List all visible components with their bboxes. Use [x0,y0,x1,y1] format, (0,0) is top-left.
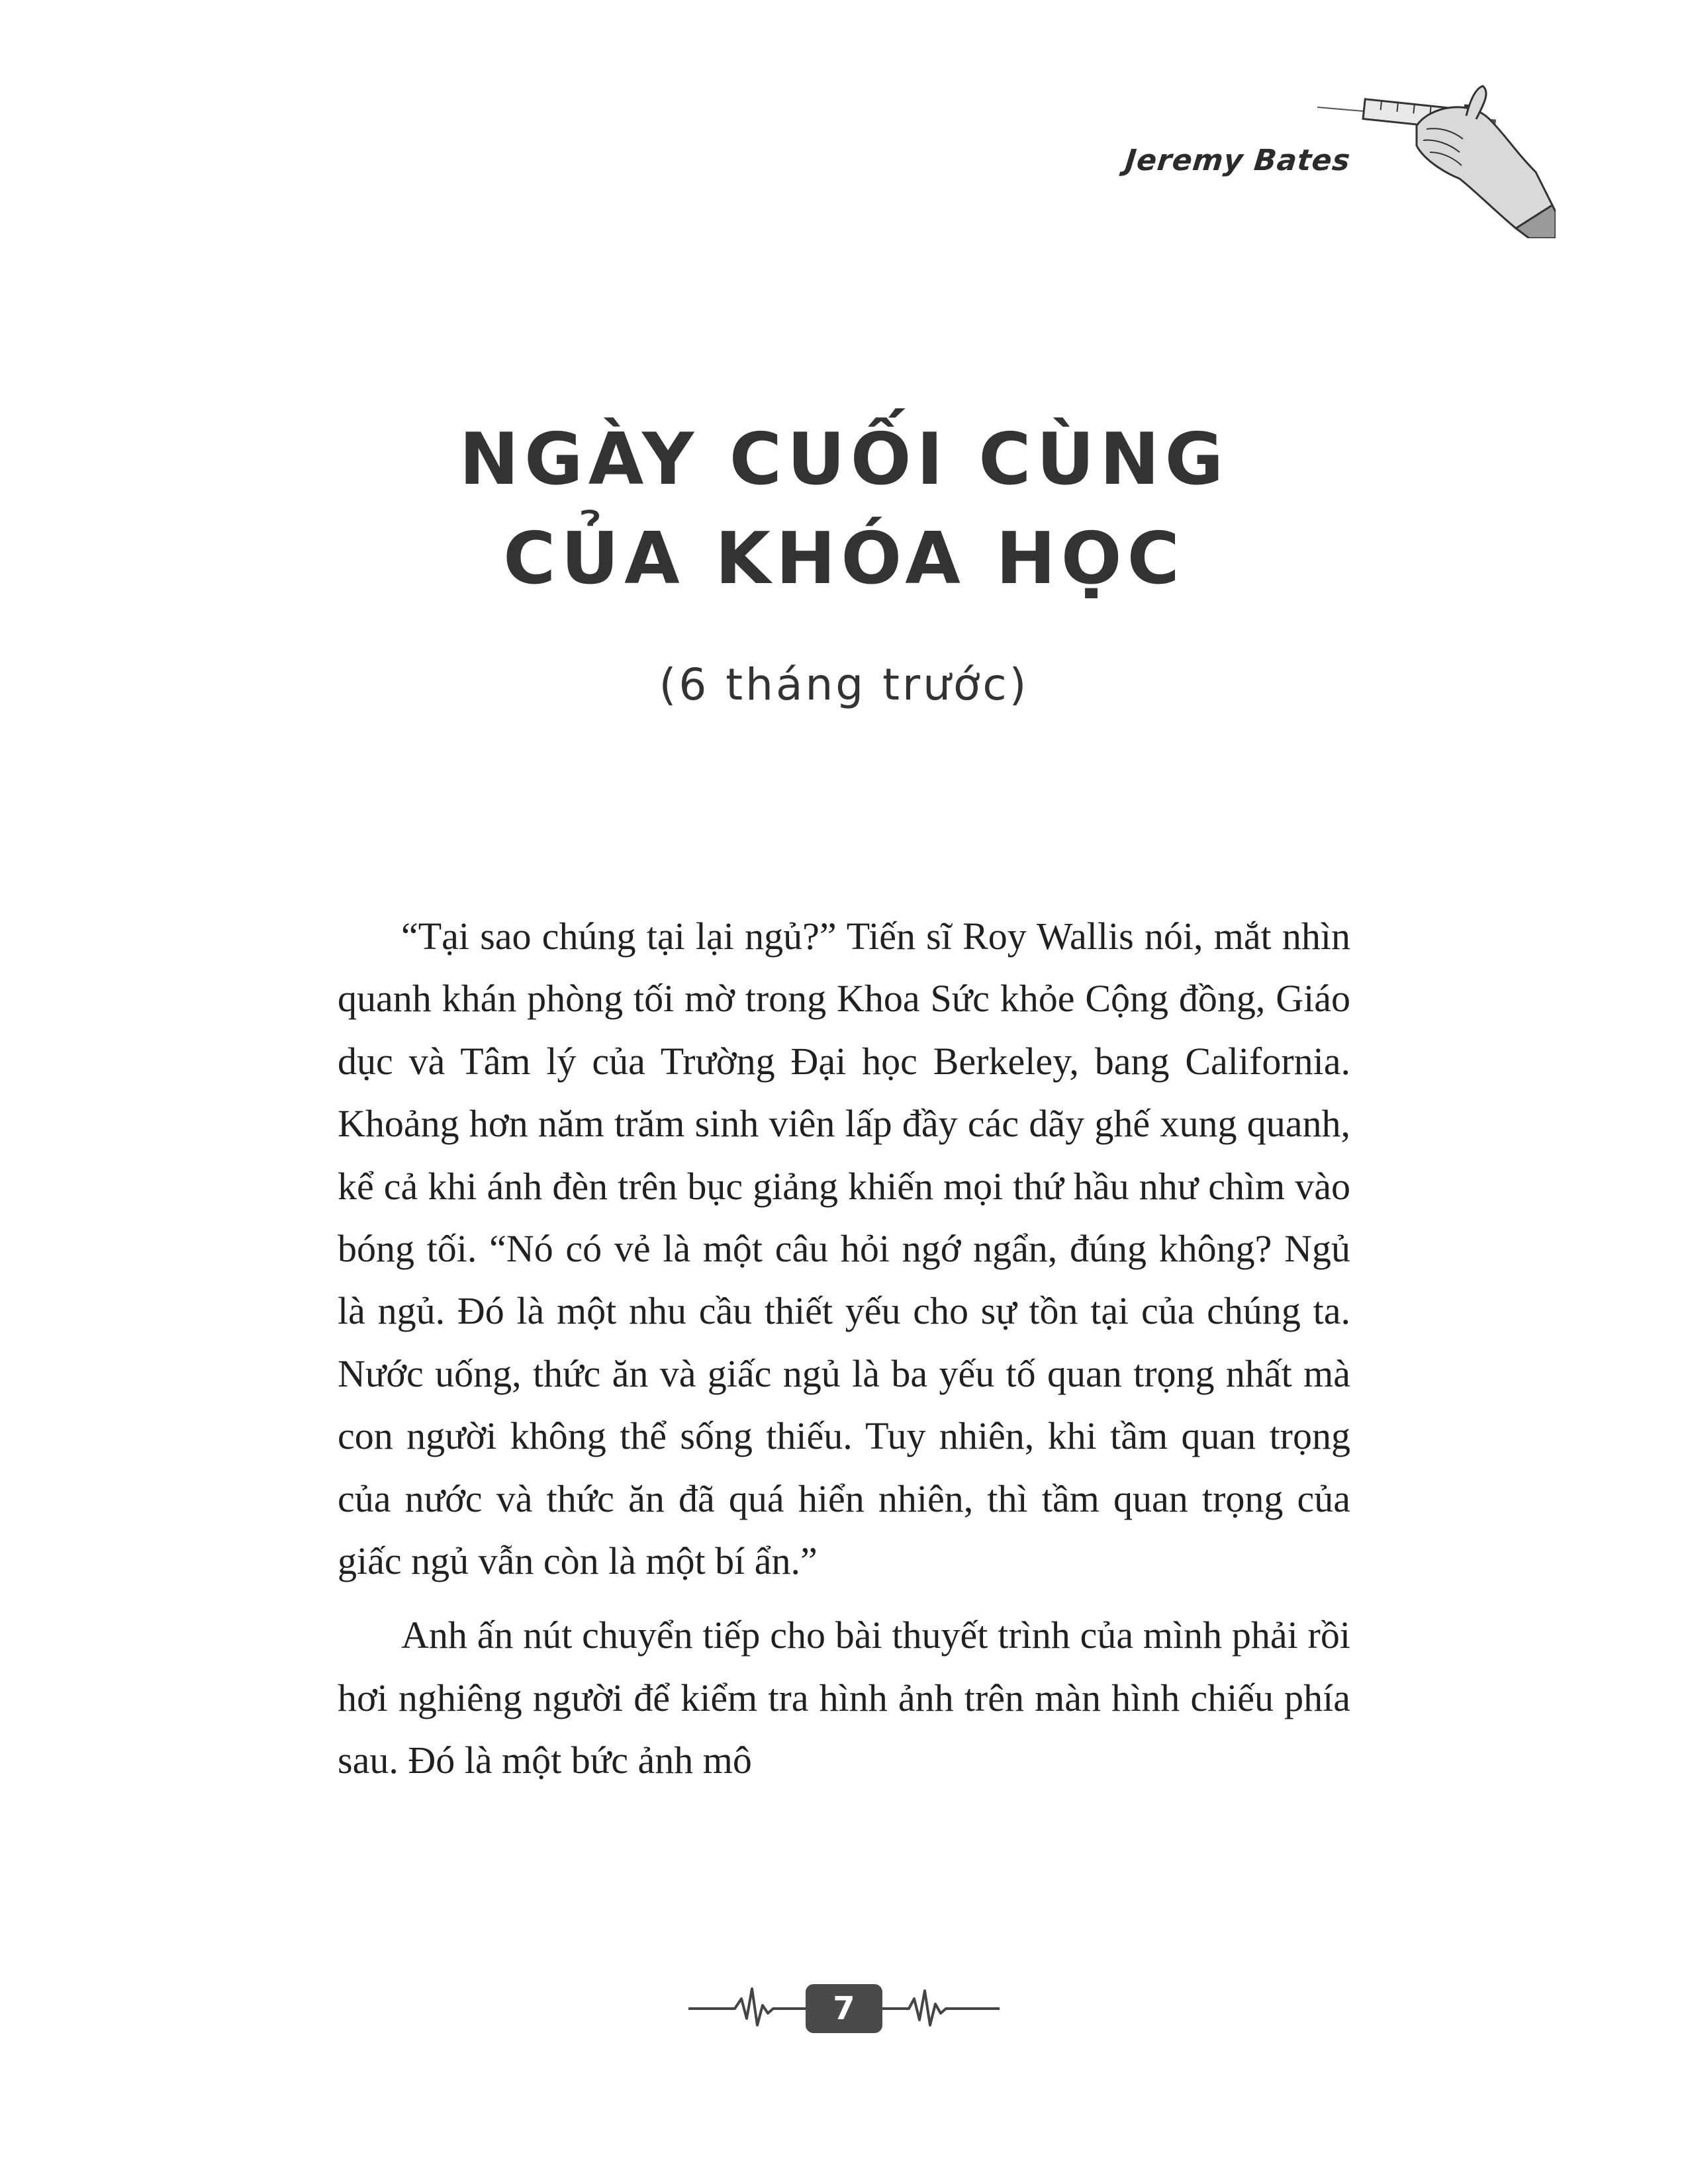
heartbeat-line-icon [882,1979,1000,2038]
hand-holding-syringe-icon [1317,79,1556,238]
body-paragraph-1: “Tại sao chúng tại lại ngủ?” Tiến sĩ Roy Wallis nói, mắt nhìn quanh khán phòng tối mờ trong Khoa Sức khỏe Cộng đồng, Giáo dục và Tâm lý của Trường Đại học Berkeley, bang California. Khoảng hơn năm trăm sinh viên lấp đầy các dãy ghế xung quanh, kể cả khi ánh đèn trên bục giảng khiến mọi thứ hầu như chìm vào bóng tối. “Nó có vẻ là một câu hỏi ngớ ngẩn, đúng không? Ngủ là ngủ. Đó là một nhu cầu thiết yếu cho sự tồn tại của chúng ta. Nước uống, thức ăn và giấc ngủ là ba yếu tố quan trọng nhất mà con người không thể sống thiếu. Tuy nhiên, khi tầm quan trọng của nước và thức ăn đã quá hiển nhiên, thì tầm quan trọng của giấc ngủ vẫn còn là một bí ẩn.” [338,915,1350,1583]
chapter-title-line-1: NGÀY CUỐI CÙNG [459,418,1229,501]
author-first-name: Jeremy [1123,144,1246,177]
page-footer [688,1979,1000,2038]
author-last-name: Bates [1252,144,1352,177]
body-paragraph-2: Anh ấn nút chuyển tiếp cho bài thuyết trình của mình phải rồi hơi nghiêng người để kiểm tra hình ảnh trên màn hình chiếu phía sau. Đó là một bức ảnh mô [338,1614,1350,1782]
heartbeat-line-icon [688,1979,806,2038]
chapter-title-line-2: CỦA KHÓA HỌC [503,518,1185,600]
chapter-title [199,410,1489,609]
body-text [338,905,1350,1804]
page-number: 7 [806,1984,882,2033]
chapter-subtitle: (6 tháng trước) [659,659,1029,710]
